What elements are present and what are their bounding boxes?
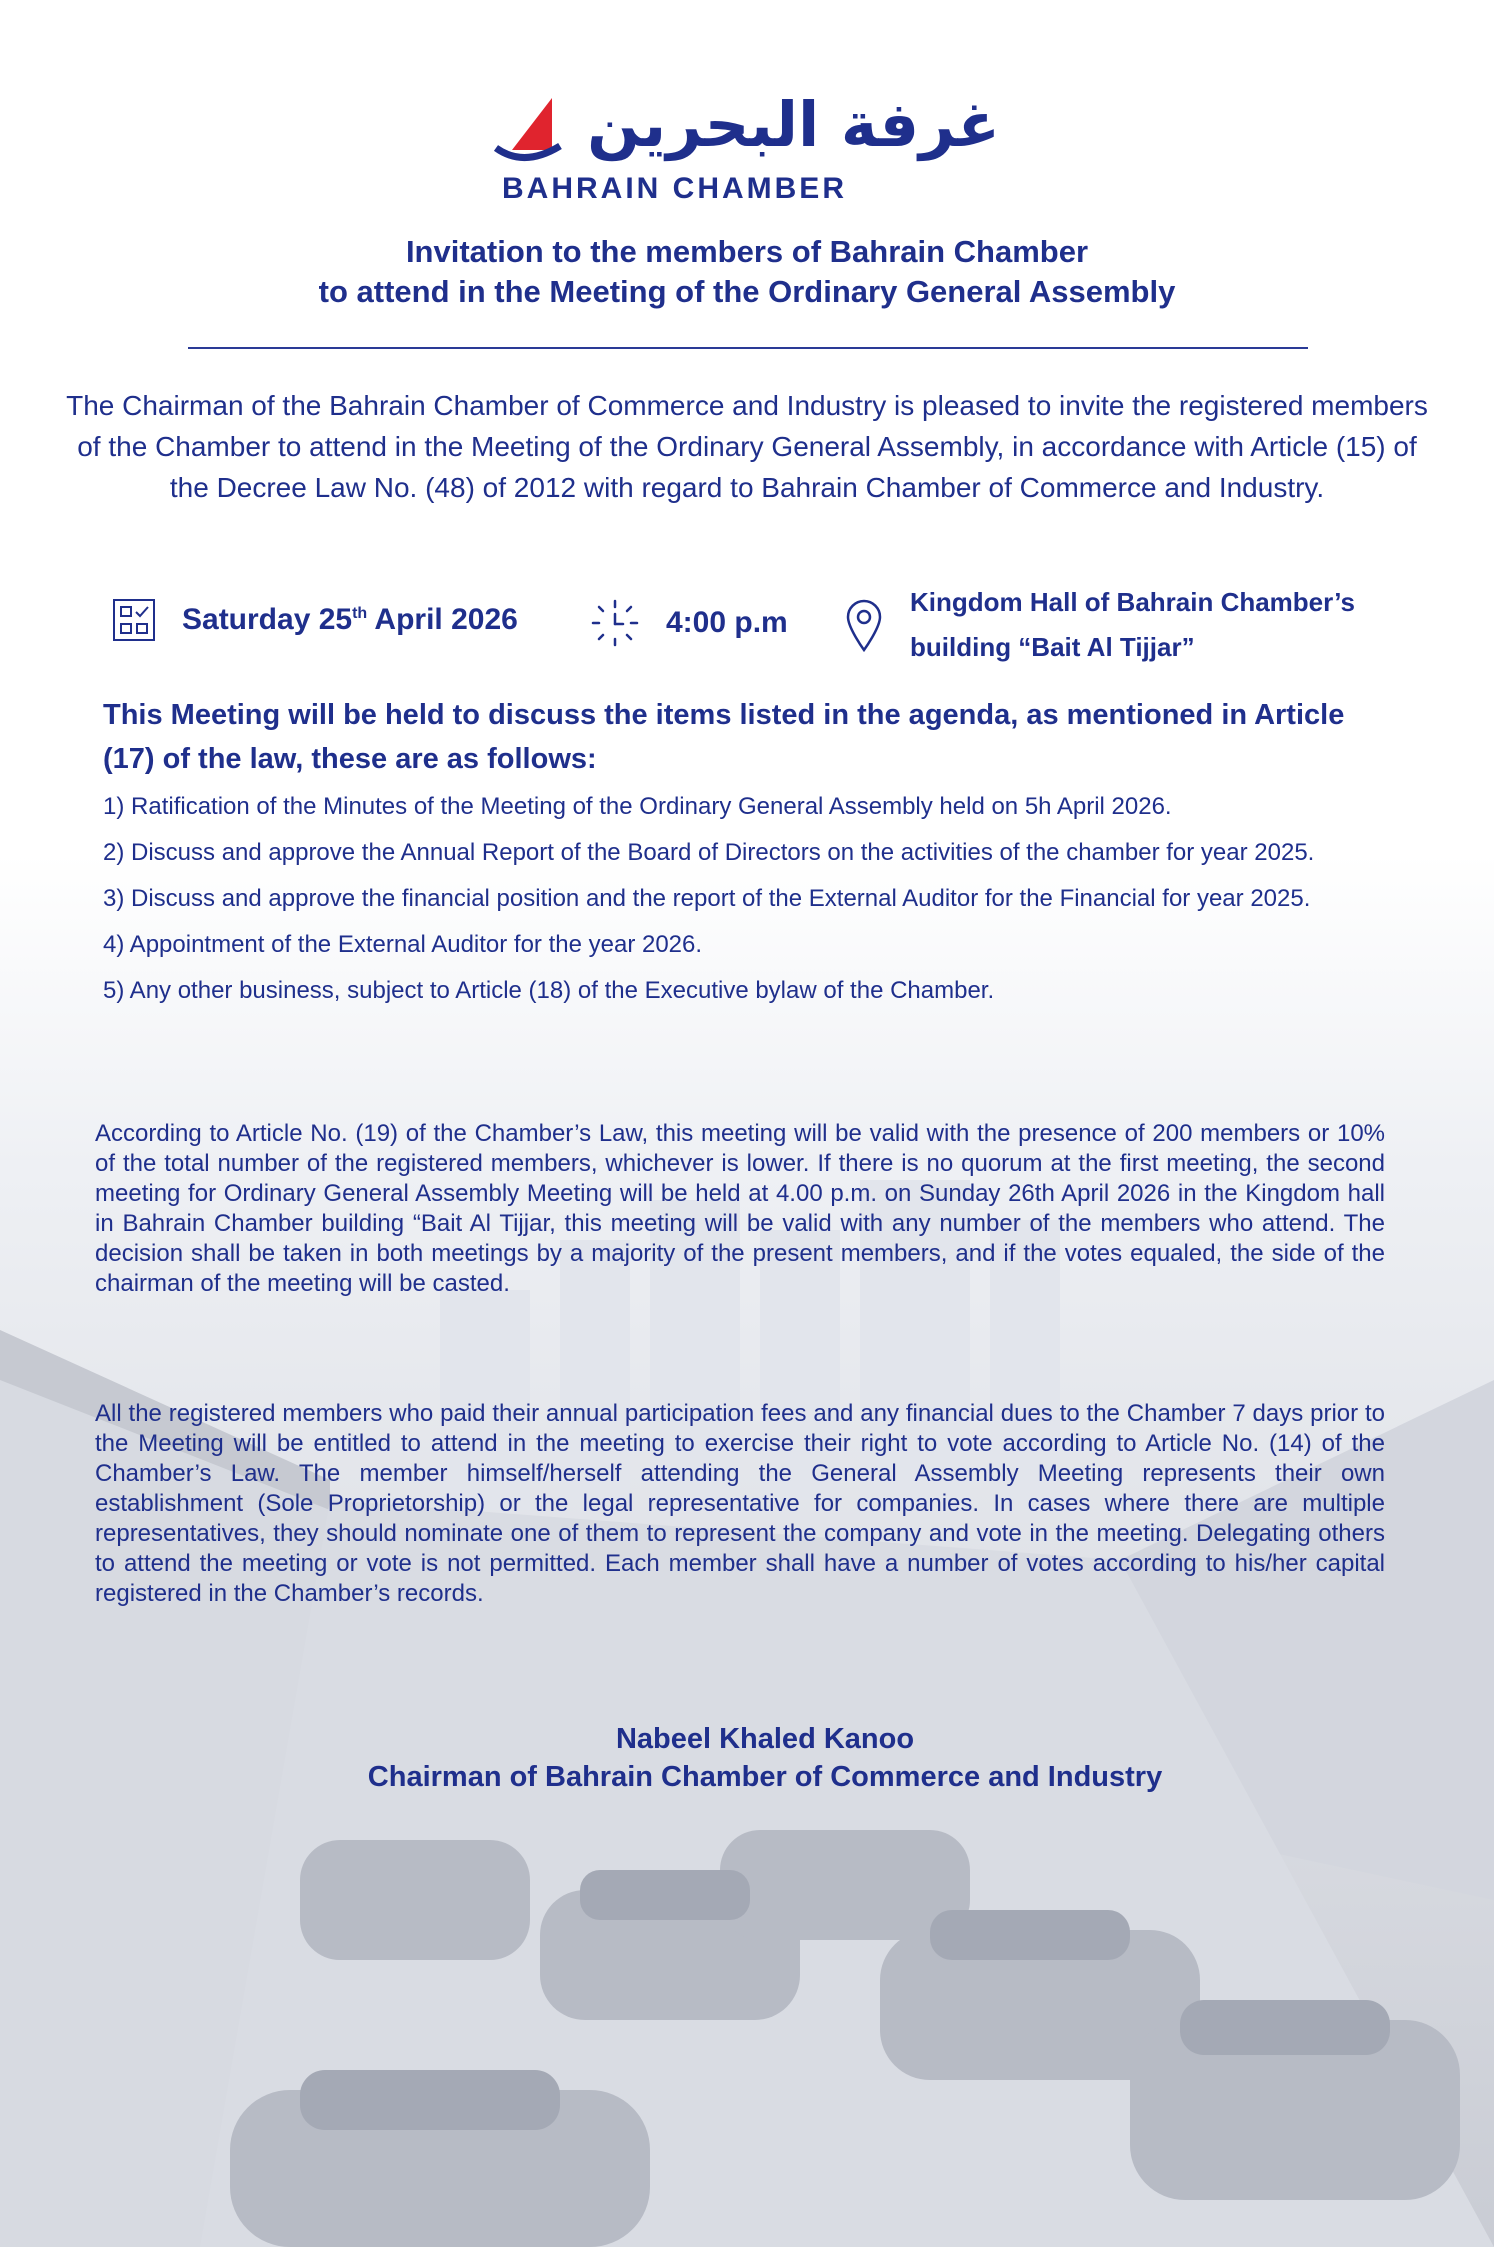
agenda-item: 2) Discuss and approve the Annual Report of the Board of Directors on the activities of the chamber for year 2025.	[103, 839, 1315, 866]
event-date	[112, 598, 518, 642]
event-time	[590, 598, 788, 648]
sail-icon	[494, 92, 564, 162]
invitation-title	[0, 232, 1494, 312]
calendar-icon	[112, 598, 156, 642]
signatory-role: Chairman of Bahrain Chamber of Commerce and Industry	[367, 1761, 1163, 1793]
agenda-heading: This Meeting will be held to discuss the items listed in the agenda, as mentioned in Article (17) of the law, these are as follows:	[103, 699, 1345, 775]
agenda-item: 4) Appointment of the External Auditor for the year 2026.	[103, 931, 703, 958]
date-text: Saturday 25th April 2026	[182, 603, 518, 636]
title-line-1: Invitation to the members of Bahrain Chamber	[405, 234, 1089, 269]
logo-arabic-text: غرفة البحرين	[587, 88, 1000, 161]
bahrain-chamber-logo	[490, 88, 1010, 208]
signatory-name: Nabeel Khaled Kanoo	[615, 1723, 915, 1755]
agenda-item: 1) Ratification of the Minutes of the Meeting of the Ordinary General Assembly held on 5h April 2026.	[103, 793, 1172, 820]
event-details	[0, 588, 1494, 668]
venue-text: Kingdom Hall of Bahrain Chamber’s building “Bait Al Tijjar”	[910, 587, 1355, 662]
logo-english-text: BAHRAIN CHAMBER	[502, 172, 847, 205]
eligibility-paragraph: All the registered members who paid their annual participation fees and any financial dues to the Chamber 7 days prior to the Meeting will be entitled to attend in the meeting to exercise their right to vote according to Article No. (14) of the Chamber’s Law. The member himself/herself attending the General Assembly Meeting represents their own establishment (Sole Proprietorship) or the legal representative for companies. In cases where there are multiple representatives, they should nominate one of them to represent the company and vote in the meeting. Delegating others to attend the meeting or vote is not permitted. Each member shall have a number of votes according to his/her capital registered in the Chamber’s records.	[95, 1400, 1385, 1607]
signature-block	[0, 1720, 1494, 1796]
agenda-list	[103, 784, 1403, 1014]
time-text: 4:00 p.m	[666, 606, 788, 639]
clock-icon	[590, 598, 640, 648]
intro-paragraph: The Chairman of the Bahrain Chamber of Commerce and Industry is pleased to invite the registered members of the Chamber to attend in the Meeting of the Ordinary General Assembly, in accordance with Article (15) of the Decree Law No. (48) of 2012 with regard to Bahrain Chamber of Commerce and Industry.	[66, 390, 1428, 503]
quorum-paragraph: According to Article No. (19) of the Chamber’s Law, this meeting will be valid with the presence of 200 members or 10% of the total number of the registered members, whichever is lower. If there is no quorum at the first meeting, the second meeting for Ordinary General Assembly Meeting will be held at 4.00 p.m. on Sunday 26th April 2026 in the Kingdom hall in Bahrain Chamber building “Bait Al Tijjar, this meeting will be valid with any number of the members who attend. The decision shall be taken in both meetings by a majority of the present members, and if the votes equaled, the side of the chairman of the meeting will be casted.	[95, 1120, 1385, 1297]
title-line-2: to attend in the Meeting of the Ordinary General Assembly	[318, 274, 1176, 309]
agenda-item: 3) Discuss and approve the financial position and the report of the External Auditor for the Financial for year 2025.	[103, 885, 1311, 912]
title-divider	[188, 347, 1308, 349]
event-venue	[844, 580, 1355, 670]
agenda-item: 5) Any other business, subject to Article (18) of the Executive bylaw of the Chamber.	[103, 977, 995, 1004]
location-pin-icon	[844, 598, 884, 652]
